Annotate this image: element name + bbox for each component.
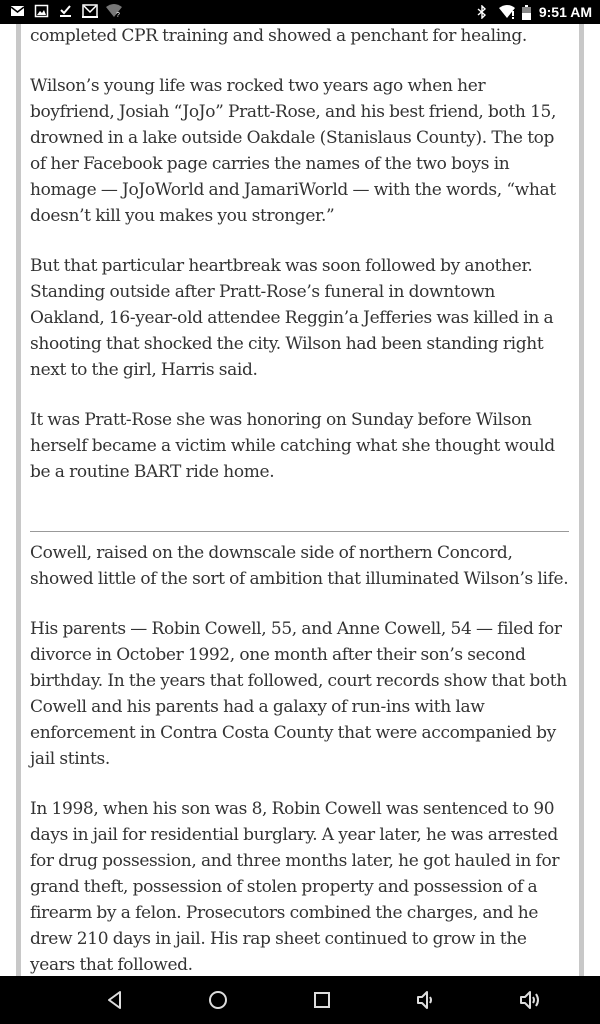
email-icon <box>10 4 25 18</box>
article-paragraph: It was Pratt-Rose she was honoring on Sunday before Wilson herself became a victim while catching what she thought would be a routine BART ride home. <box>30 410 555 482</box>
wifi-alert-icon <box>499 5 514 19</box>
article-paragraph: Cowell, raised on the downscale side of northern Concord, showed little of the sort of ambition that illuminated Wilson’s life. <box>30 543 569 589</box>
volume-up-icon <box>518 988 542 1012</box>
home-icon <box>206 988 230 1012</box>
download-done-icon <box>58 4 73 18</box>
home-button[interactable] <box>206 988 230 1012</box>
svg-text:?: ? <box>116 12 120 18</box>
volume-up-button[interactable] <box>518 988 542 1012</box>
section-divider <box>30 531 569 532</box>
gmail-icon <box>82 4 97 18</box>
article-paragraph: In 1998, when his son was 8, Robin Cowell was sentenced to 90 days in jail for residential burglary. A year later, he was arrested for drug possession, and three months later, he got hauled in for grand theft, possession of stolen property and possession of a firearm by a felon. Prosecutors combined the charges, and he drew 210 days in jail. His rap sheet continued to grow in the years that followed. <box>30 799 560 975</box>
navigation-bar <box>0 976 600 1024</box>
notification-icons <box>10 4 121 18</box>
volume-down-icon <box>414 988 438 1012</box>
system-status <box>476 0 592 24</box>
article-paragraph: completed CPR training and showed a penchant for healing. <box>30 26 527 46</box>
clock: 9:51 AM <box>538 4 592 20</box>
wifi-unknown-icon <box>106 4 121 18</box>
volume-down-button[interactable] <box>414 988 438 1012</box>
article-paragraph: His parents — Robin Cowell, 55, and Anne Cowell, 54 — filed for divorce in October 1992, one month after their son’s second birthday. In the years that followed, court records show that both Cowell and his parents had a galaxy of run-ins with law enforcement in Contra Costa County that were accompanied by jail stints. <box>30 619 567 769</box>
back-button[interactable] <box>103 988 127 1012</box>
gallery-icon <box>34 4 49 18</box>
bluetooth-icon <box>476 5 491 19</box>
article-paragraph: Wilson’s young life was rocked two years ago when her boyfriend, Josiah “JoJo” Pratt-Rose, and his best friend, both 15, drowned in a lake outside Oakdale (Stanislaus County). The top of her Facebook page carries the names of the two boys in homage — JoJoWorld and JamariWorld — with the words, “what doesn’t kill you makes you stronger.” <box>30 76 557 226</box>
recents-button[interactable] <box>310 988 334 1012</box>
back-icon <box>103 988 127 1012</box>
article-paragraph: But that particular heartbreak was soon followed by another. Standing outside after Pratt-Rose’s funeral in downtown Oakland, 16-year-old attendee Reggin’a Jefferies was killed in a shooting that shocked the city. Wilson had been standing right next to the girl, Harris said. <box>30 256 554 380</box>
recents-icon <box>310 988 334 1012</box>
battery-icon <box>522 5 531 19</box>
status-bar <box>0 0 600 24</box>
article-body[interactable] <box>21 24 579 976</box>
